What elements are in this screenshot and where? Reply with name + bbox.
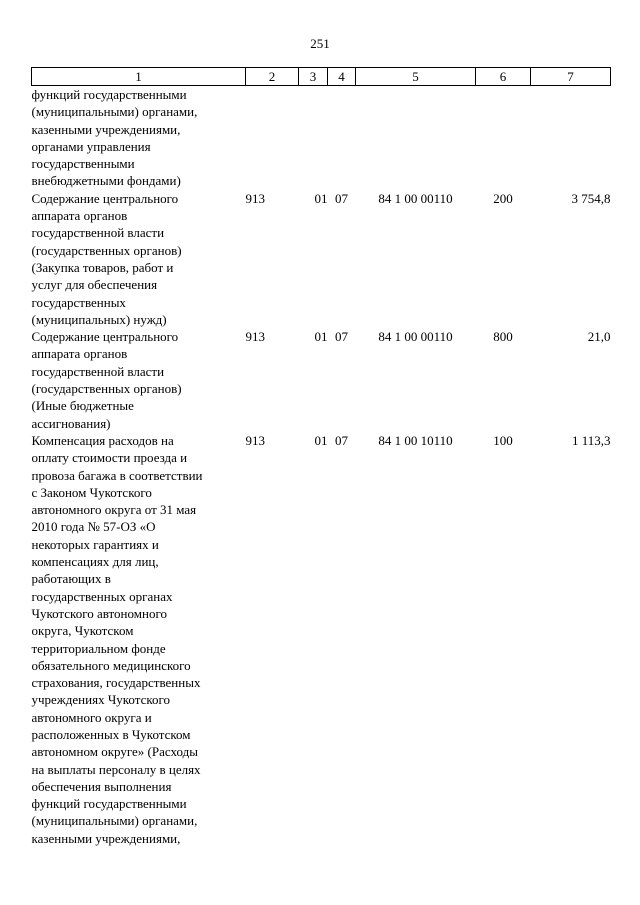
amount	[531, 86, 611, 190]
amount: 21,0	[587, 329, 611, 345]
table-row	[32, 190, 611, 328]
target-article-code: 84 1 00 10110	[378, 432, 453, 448]
subsection-code: 07	[335, 190, 348, 206]
description-line: территориальном фонде	[31, 640, 166, 656]
description-line: Компенсация расходов на	[31, 432, 174, 448]
page-number: 251	[310, 36, 330, 51]
description-line: (муниципальными) органами,	[31, 104, 198, 120]
description-line: некоторых гарантиях и	[31, 536, 159, 552]
description-line: провоза багажа в соответствии	[31, 467, 203, 483]
description-line: органами управления	[31, 138, 151, 154]
description-line: казенными учреждениями,	[31, 121, 181, 137]
column-header-5: 5	[356, 68, 476, 86]
description-line: (муниципальными) органами,	[31, 813, 198, 829]
description-line: функций государственными	[31, 87, 187, 102]
target-article-code: 84 1 00 00110	[378, 329, 453, 345]
ministry-code	[246, 86, 299, 190]
expense-type-code: 100	[493, 432, 513, 448]
description-line: расположенных в Чукотском	[31, 726, 191, 742]
description-line: Чукотского автономного	[31, 605, 167, 621]
description-line: внебюджетными фондами)	[31, 173, 181, 189]
description-line: учреждениях Чукотского	[31, 692, 171, 708]
description-line: автономного округа от 31 мая	[31, 502, 197, 518]
expense-type-code: 800	[493, 329, 513, 345]
description-line: обязательного медицинского	[31, 657, 191, 673]
description-line: обеспечения выполнения	[31, 778, 172, 794]
section-code	[299, 86, 328, 190]
description-line: с Законом Чукотского	[31, 484, 152, 500]
subsection-code: 07	[335, 432, 348, 448]
table-row	[32, 86, 611, 190]
description-line: работающих в	[31, 571, 111, 587]
description-line: компенсациях для лиц,	[31, 554, 159, 570]
description-line: казенными учреждениями,	[31, 830, 181, 846]
row-description	[32, 328, 246, 432]
column-header-6: 6	[476, 68, 531, 86]
description-line: (государственных органов)	[31, 381, 182, 397]
ministry-code: 913	[245, 329, 265, 345]
amount: 1 113,3	[571, 432, 611, 448]
description-line: государственных	[31, 294, 126, 310]
description-line: страхования, государственных	[31, 675, 201, 691]
description-line: услуг для обеспечения	[31, 277, 158, 293]
row-description	[32, 190, 246, 328]
subsection-code	[328, 86, 356, 190]
description-line: ассигнования)	[31, 415, 111, 431]
description-line: аппарата органов	[31, 208, 128, 224]
description-line: (Иные бюджетные	[31, 398, 134, 414]
expense-type-code	[476, 86, 531, 190]
description-line: государственных органах	[31, 588, 173, 604]
target-article-code: 84 1 00 00110	[378, 190, 453, 206]
description-line: аппарата органов	[31, 346, 128, 362]
description-line: функций государственными	[31, 796, 187, 812]
description-line: (Закупка товаров, работ и	[31, 259, 174, 275]
column-number-row	[32, 68, 611, 86]
column-header-1: 1	[32, 68, 246, 86]
section-code: 01	[314, 432, 328, 448]
description-line: оплату стоимости проезда и	[31, 450, 188, 466]
description-line: Содержание центрального	[31, 329, 179, 345]
subsection-code: 07	[335, 329, 348, 345]
description-line: на выплаты персоналу в целях	[31, 761, 201, 777]
column-header-2: 2	[246, 68, 299, 86]
ministry-code: 913	[245, 432, 265, 448]
description-line: (муниципальных) нужд)	[31, 311, 167, 327]
target-article-code	[356, 86, 476, 190]
description-line: округа, Чукотском	[31, 623, 134, 639]
description-line: государственными	[31, 156, 135, 172]
amount: 3 754,8	[571, 190, 611, 206]
section-code: 01	[314, 329, 328, 345]
ministry-code: 913	[245, 190, 265, 206]
column-header-4: 4	[328, 68, 356, 86]
table-row	[32, 328, 611, 432]
description-line: (государственных органов)	[31, 242, 182, 258]
expense-type-code: 200	[493, 190, 513, 206]
section-code: 01	[314, 190, 328, 206]
description-line: автономном округе» (Расходы	[31, 744, 198, 760]
description-line: Содержание центрального	[31, 190, 179, 206]
budget-table	[31, 67, 611, 847]
table-row	[32, 432, 611, 847]
column-header-3: 3	[299, 68, 328, 86]
description-line: 2010 года № 57-ОЗ «О	[31, 519, 156, 535]
row-description	[32, 86, 246, 190]
column-header-7: 7	[531, 68, 611, 86]
description-line: автономного округа и	[31, 709, 152, 725]
description-line: государственной власти	[31, 363, 165, 379]
description-line: государственной власти	[31, 225, 165, 241]
row-description	[32, 432, 246, 847]
